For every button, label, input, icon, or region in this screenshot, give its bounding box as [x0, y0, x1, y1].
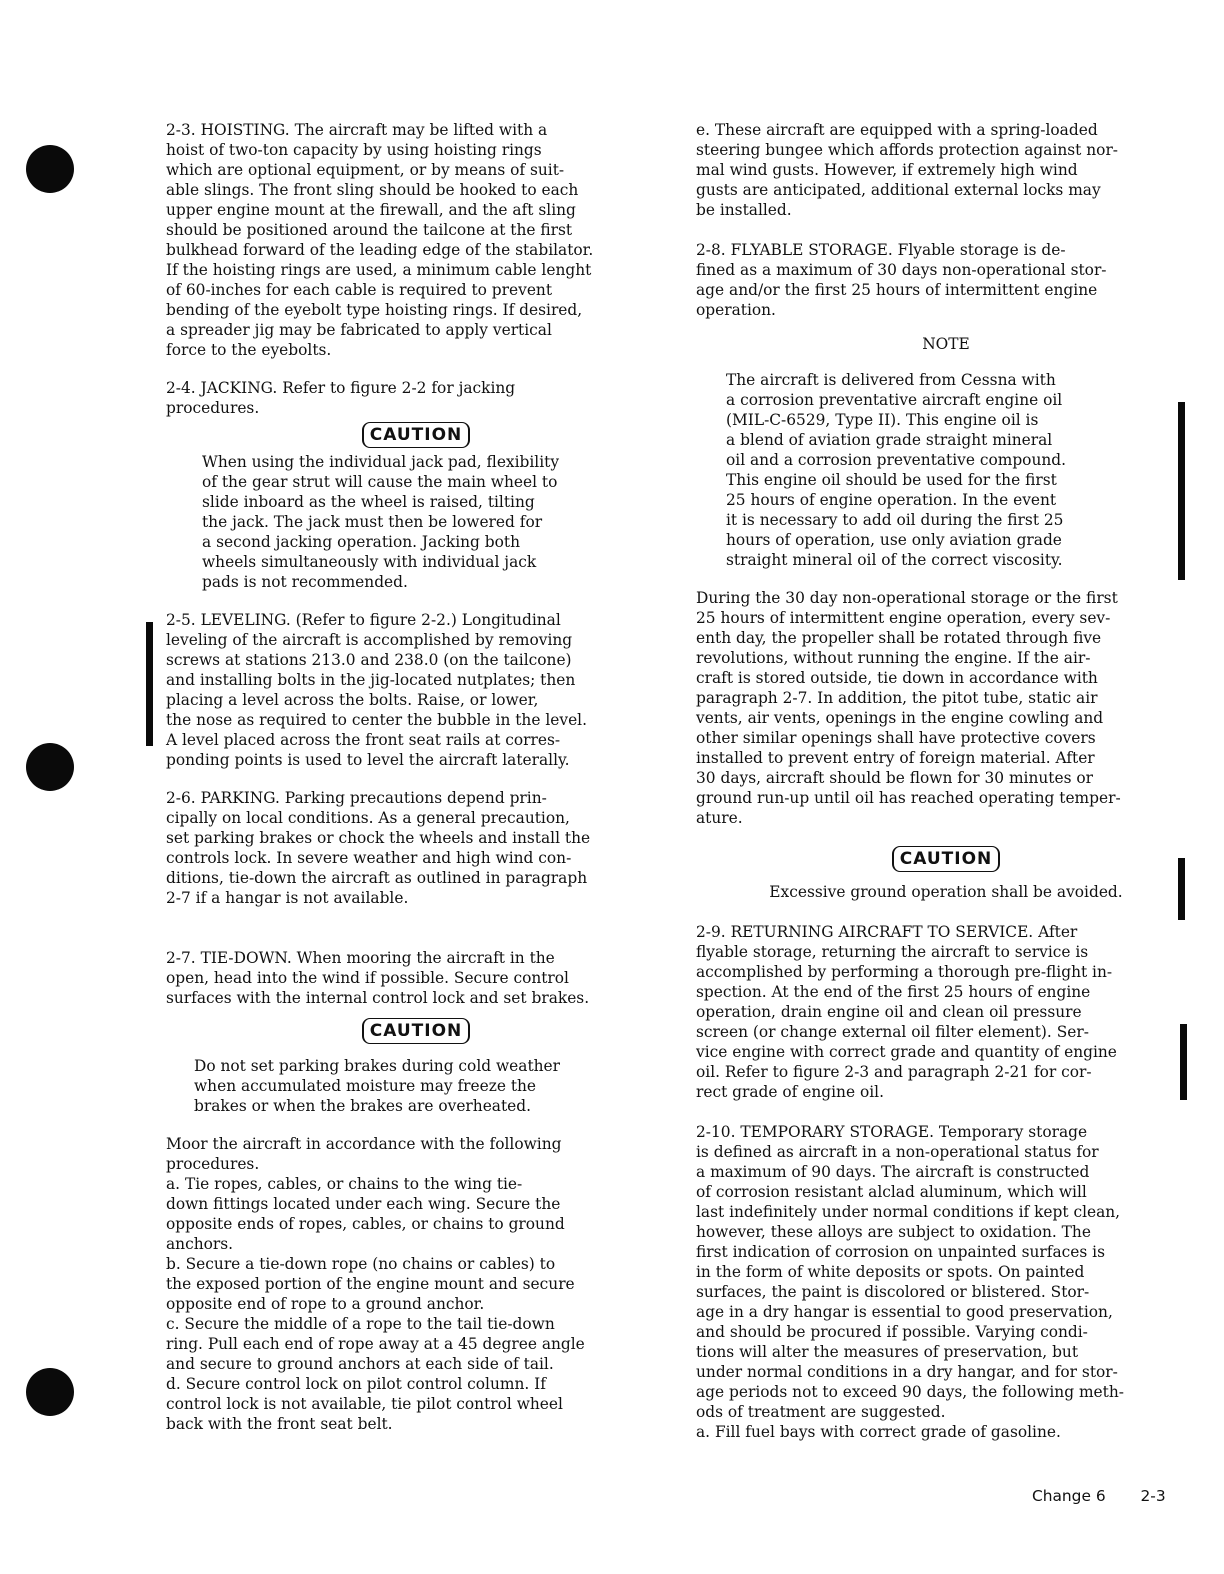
text-line: spection. At the end of the first 25 hours of engine [696, 983, 1091, 1001]
text-line: anchors. [166, 1235, 234, 1253]
text-line: a spreader jig may be fabricated to apply vertical [166, 321, 552, 339]
text-line: slide inboard as the wheel is raised, tilting [202, 493, 535, 511]
text-line: pads is not recommended. [202, 573, 408, 591]
text-line: bulkhead forward of the leading edge of the stabilator. [166, 241, 594, 259]
page-footer [1032, 1487, 1166, 1505]
text-line: vents, air vents, openings in the engine cowling and [696, 709, 1104, 727]
text-line: 2-9. RETURNING AIRCRAFT TO SERVICE. After [696, 923, 1078, 941]
text-line: procedures. [166, 1155, 260, 1173]
text-line: surfaces, the paint is discolored or blistered. Stor- [696, 1283, 1090, 1301]
text-line: When using the individual jack pad, flexibility [202, 453, 560, 471]
note-label: NOTE [922, 335, 970, 353]
text-line: which are optional equipment, or by means of suit- [166, 161, 565, 179]
text-line: under normal conditions in a dry hangar, and for stor- [696, 1363, 1118, 1381]
text-line: screws at stations 213.0 and 238.0 (on the tailcone) [166, 651, 572, 669]
text-line: screen (or change external oil filter element). Ser- [696, 1023, 1089, 1041]
text-line: flyable storage, returning the aircraft to service is [696, 943, 1089, 961]
text-line: 25 hours of intermittent engine operation, every sev- [696, 609, 1111, 627]
text-line: 2-7 if a hangar is not available. [166, 889, 409, 907]
text-line: operation. [696, 301, 776, 319]
paragraph-flyable-storage [696, 240, 1196, 902]
text-line: placing a level across the bolts. Raise, or lower, [166, 691, 539, 709]
text-line: mal wind gusts. However, if extremely high wind [696, 161, 1078, 179]
text-line: straight mineral oil of the correct viscosity. [726, 551, 1063, 569]
binder-hole-top [26, 145, 74, 193]
text-line: should be positioned around the tailcone at the first [166, 221, 573, 239]
text-line: and secure to ground anchors at each side of tail. [166, 1355, 554, 1373]
text-line: and installing bolts in the jig-located nutplates; then [166, 671, 576, 689]
text-line: During the 30 day non-operational storage or the first [696, 589, 1118, 607]
text-line: vice engine with correct grade and quantity of engine [696, 1043, 1117, 1061]
text-line: is defined as aircraft in a non-operational status for [696, 1143, 1099, 1161]
list-item: d. Secure control lock on pilot control column. If [166, 1375, 546, 1393]
text-line: down fittings located under each wing. Secure the [166, 1195, 561, 1213]
text-line: in the form of white deposits or spots. On painted [696, 1263, 1085, 1281]
text-line: revolutions, without running the engine. If the air- [696, 649, 1091, 667]
flyable-storage-body [696, 588, 1196, 828]
list-item: c. Secure the middle of a rope to the tail tie-down [166, 1315, 555, 1333]
text-line: rect grade of engine oil. [696, 1083, 884, 1101]
text-line: age in a dry hangar is essential to good preservation, [696, 1303, 1113, 1321]
list-item: e. These aircraft are equipped with a spring-loaded [696, 121, 1098, 139]
text-line: 30 days, aircraft should be flown for 30 minutes or [696, 769, 1094, 787]
text-line: 2-10. TEMPORARY STORAGE. Temporary storage [696, 1123, 1088, 1141]
list-item: a. Fill fuel bays with correct grade of gasoline. [696, 1423, 1061, 1441]
text-line: be installed. [696, 201, 792, 219]
caution-box-jacking [166, 422, 666, 448]
text-line: the exposed portion of the engine mount and secure [166, 1275, 575, 1293]
text-line: when accumulated moisture may freeze the [194, 1077, 537, 1095]
text-line: opposite ends of ropes, cables, or chains to ground [166, 1215, 565, 1233]
text-line: ods of treatment are suggested. [696, 1403, 946, 1421]
caution-label: CAUTION [362, 422, 471, 448]
paragraph-item-e [696, 120, 1196, 220]
text-line: bending of the eyebolt type hoisting rings. If desired, [166, 301, 583, 319]
caution-text-flyable: Excessive ground operation shall be avoided. [769, 883, 1123, 901]
text-line: a blend of aviation grade straight mineral [726, 431, 1053, 449]
paragraph-leveling [166, 610, 666, 770]
text-line: leveling of the aircraft is accomplished by removing [166, 631, 573, 649]
caution-label: CAUTION [362, 1018, 471, 1044]
caution-box-flyable [696, 846, 1196, 872]
text-line: 25 hours of engine operation. In the event [726, 491, 1057, 509]
change-number: Change 6 [1032, 1487, 1106, 1505]
paragraph-tiedown [166, 948, 666, 1434]
text-line: This engine oil should be used for the first [726, 471, 1057, 489]
caution-text-jacking [166, 452, 666, 592]
text-line: (MIL-C-6529, Type II). This engine oil is [726, 411, 1039, 429]
text-line: wheels simultaneously with individual jack [202, 553, 537, 571]
text-line: a corrosion preventative aircraft engine oil [726, 391, 1063, 409]
paragraph-returning [696, 922, 1196, 1102]
text-line: a maximum of 90 days. The aircraft is constructed [696, 1163, 1090, 1181]
list-item: a. Tie ropes, cables, or chains to the wing tie- [166, 1175, 523, 1193]
text-line: A level placed across the front seat rails at corres- [166, 731, 561, 749]
text-line: hours of operation, use only aviation grade [726, 531, 1062, 549]
text-line: gusts are anticipated, additional external locks may [696, 181, 1101, 199]
text-line: 2-7. TIE-DOWN. When mooring the aircraft in the [166, 949, 555, 967]
text-line: installed to prevent entry of foreign material. After [696, 749, 1095, 767]
text-line: Do not set parking brakes during cold weather [194, 1057, 561, 1075]
text-line: cipally on local conditions. As a general precaution, [166, 809, 570, 827]
text-line: If the hoisting rings are used, a minimum cable lenght [166, 261, 592, 279]
paragraph-parking [166, 788, 666, 908]
page-number: 2-3 [1140, 1487, 1166, 1505]
binder-hole-bottom [26, 1368, 74, 1416]
text-line: of 60-inches for each cable is required to prevent [166, 281, 553, 299]
text-line: 2-3. HOISTING. The aircraft may be lifted with a [166, 121, 548, 139]
text-line: opposite end of rope to a ground anchor. [166, 1295, 485, 1313]
binder-hole-middle [26, 743, 74, 791]
text-line: enth day, the propeller shall be rotated through five [696, 629, 1102, 647]
text-line: 2-4. JACKING. Refer to figure 2-2 for jacking [166, 379, 516, 397]
text-line: first indication of corrosion on unpainted surfaces is [696, 1243, 1105, 1261]
text-line: brakes or when the brakes are overheated. [194, 1097, 532, 1115]
text-line: of corrosion resistant alclad aluminum, which will [696, 1183, 1087, 1201]
text-line: oil and a corrosion preventative compound. [726, 451, 1067, 469]
text-line: tions will alter the measures of preservation, but [696, 1343, 1079, 1361]
mooring-procedures [166, 1134, 666, 1434]
text-line: accomplished by performing a thorough pre-flight in- [696, 963, 1113, 981]
text-line: ponding points is used to level the aircraft laterally. [166, 751, 570, 769]
text-line: age and/or the first 25 hours of intermittent engine [696, 281, 1098, 299]
text-line: surfaces with the internal control lock and set brakes. [166, 989, 590, 1007]
left-column [166, 120, 666, 1434]
text-line: age periods not to exceed 90 days, the following meth- [696, 1383, 1124, 1401]
text-line: the nose as required to center the bubble in the level. [166, 711, 587, 729]
text-line: Moor the aircraft in accordance with the following [166, 1135, 562, 1153]
text-line: however, these alloys are subject to oxidation. The [696, 1223, 1091, 1241]
text-line: procedures. [166, 399, 260, 417]
text-line: oil. Refer to figure 2-3 and paragraph 2-21 for cor- [696, 1063, 1092, 1081]
caution-box-tiedown [166, 1018, 666, 1044]
text-line: other similar openings shall have protective covers [696, 729, 1096, 747]
paragraph-hoisting [166, 120, 666, 360]
text-line: operation, drain engine oil and clean oil pressure [696, 1003, 1082, 1021]
text-line: The aircraft is delivered from Cessna with [726, 371, 1056, 389]
text-line: upper engine mount at the firewall, and the aft sling [166, 201, 576, 219]
caution-label: CAUTION [892, 846, 1001, 872]
paragraph-temporary-storage [696, 1122, 1196, 1442]
right-column [696, 120, 1196, 1442]
text-line: of the gear strut will cause the main wheel to [202, 473, 558, 491]
text-line: fined as a maximum of 30 days non-operational stor- [696, 261, 1107, 279]
text-line: able slings. The front sling should be hooked to each [166, 181, 579, 199]
text-line: steering bungee which affords protection against nor- [696, 141, 1118, 159]
text-line: 2-8. FLYABLE STORAGE. Flyable storage is de- [696, 241, 1066, 259]
text-line: and should be procured if possible. Varying condi- [696, 1323, 1088, 1341]
text-line: control lock is not available, tie pilot control wheel [166, 1395, 563, 1413]
text-line: last indefinitely under normal conditions if kept clean, [696, 1203, 1121, 1221]
text-line: a second jacking operation. Jacking both [202, 533, 521, 551]
text-line: the jack. The jack must then be lowered for [202, 513, 543, 531]
text-line: 2-6. PARKING. Parking precautions depend prin- [166, 789, 547, 807]
text-line: force to the eyebolts. [166, 341, 332, 359]
text-line: craft is stored outside, tie down in accordance with [696, 669, 1098, 687]
text-line: open, head into the wind if possible. Secure control [166, 969, 569, 987]
text-line: it is necessary to add oil during the first 25 [726, 511, 1064, 529]
text-line: set parking brakes or chock the wheels and install the [166, 829, 591, 847]
text-line: ature. [696, 809, 743, 827]
change-bar-leveling [146, 622, 153, 746]
text-line: hoist of two-ton capacity by using hoisting rings [166, 141, 542, 159]
text-line: back with the front seat belt. [166, 1415, 393, 1433]
paragraph-jacking [166, 378, 666, 592]
text-line: ring. Pull each end of rope away at a 45 degree angle [166, 1335, 585, 1353]
text-line: ditions, tie-down the aircraft as outlined in paragraph [166, 869, 588, 887]
note-text [696, 370, 1196, 570]
text-line: 2-5. LEVELING. (Refer to figure 2-2.) Longitudinal [166, 611, 561, 629]
text-line: controls lock. In severe weather and high wind con- [166, 849, 572, 867]
list-item: b. Secure a tie-down rope (no chains or cables) to [166, 1255, 556, 1273]
text-line: ground run-up until oil has reached operating temper- [696, 789, 1121, 807]
caution-text-tiedown [166, 1056, 666, 1116]
text-line: paragraph 2-7. In addition, the pitot tube, static air [696, 689, 1098, 707]
